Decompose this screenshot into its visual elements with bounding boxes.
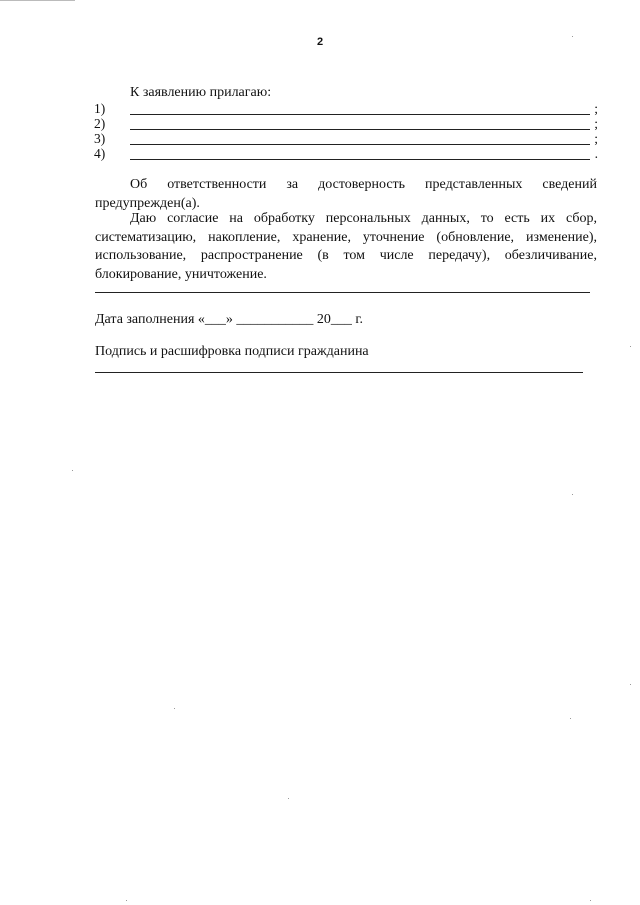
attachment-number: 2) bbox=[94, 116, 106, 131]
attachment-end-mark: ; bbox=[594, 116, 598, 131]
attachment-number: 4) bbox=[94, 146, 106, 161]
attachment-blank-line bbox=[130, 114, 590, 115]
attachment-number: 1) bbox=[94, 101, 106, 116]
blank-line bbox=[95, 292, 590, 293]
scan-speck bbox=[174, 708, 175, 709]
attachment-item bbox=[94, 131, 602, 146]
fill-date-line: Дата заполнения «___» ___________ 20___ г. bbox=[95, 312, 364, 327]
signature-blank-line bbox=[95, 372, 583, 373]
attachment-item bbox=[94, 146, 602, 161]
scan-speck bbox=[570, 718, 571, 719]
attachment-blank-line bbox=[130, 144, 590, 145]
attachments-heading: К заявлению прилагаю: bbox=[130, 85, 272, 100]
page-number: 2 bbox=[316, 36, 324, 48]
scan-speck bbox=[126, 900, 127, 901]
attachment-blank-line bbox=[130, 159, 590, 160]
attachments-list bbox=[94, 101, 602, 161]
attachment-number: 3) bbox=[94, 131, 106, 146]
scan-edge-mark bbox=[0, 0, 75, 1]
consent-paragraph: Даю согласие на обработку персональных данных, то есть их сбор, систематизацию, накопление, хранение, уточнение (обновление, изменение), использование, распространение (в том числе передачу), обезличивание, блокирование, уничтожение. bbox=[95, 211, 597, 282]
attachment-end-mark: . bbox=[594, 146, 598, 161]
scan-speck bbox=[288, 798, 289, 799]
attachment-blank-line bbox=[130, 129, 590, 130]
attachment-item bbox=[94, 101, 602, 116]
scan-speck bbox=[630, 346, 631, 347]
attachment-end-mark: ; bbox=[594, 101, 598, 116]
scan-speck bbox=[630, 684, 631, 685]
responsibility-paragraph: Об ответственности за достоверность представленных сведений предупрежден(а). bbox=[95, 177, 597, 211]
signature-label: Подпись и расшифровка подписи гражданина bbox=[95, 344, 369, 359]
scan-speck bbox=[572, 36, 573, 37]
scan-speck bbox=[72, 470, 73, 471]
attachment-end-mark: ; bbox=[594, 131, 598, 146]
scan-speck bbox=[572, 494, 573, 495]
scan-speck bbox=[590, 900, 591, 901]
attachment-item bbox=[94, 116, 602, 131]
